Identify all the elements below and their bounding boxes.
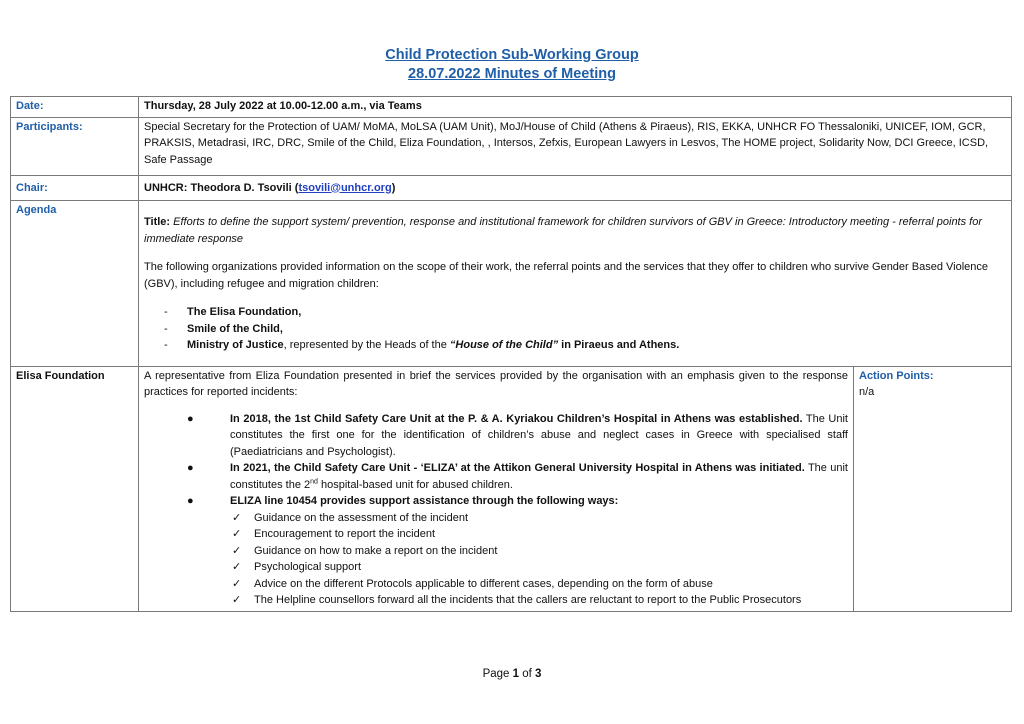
bullet-icon: ●	[187, 495, 194, 507]
agenda-content	[139, 201, 1012, 367]
bullet-icon: ●	[187, 412, 194, 425]
elisa-row	[11, 366, 1012, 611]
check-item: ✓ Psychological support	[230, 559, 848, 576]
check-icon: ✓	[232, 594, 242, 606]
check-icon: ✓	[232, 561, 242, 573]
date-value: Thursday, 28 July 2022 at 10.00-12.00 a.m., via Teams	[139, 97, 1012, 118]
agenda-intro: The following organizations provided information on the scope of their work, the referral points and the services that they offer to children who survive Gender Based Violence (GBV), including refugee and migration children:	[144, 261, 989, 290]
elisa-bullet-item: ● In 2018, the 1st Child Safety Care Unit at the P. & A. Kyriakou Children’s Hospital in Athens was established. The Unit constitutes the first one for the identification of children’s abuse and neglect cases in Greece with specialised staff (Paediatricians and Psychologist).	[187, 412, 848, 458]
agenda-label: Agenda	[11, 201, 139, 367]
action-points-label: Action Points:	[859, 369, 934, 382]
elisa-bullet-item: ● In 2021, the Child Safety Care Unit - ‘ELIZA’ at the Attikon General University Hospital in Athens was initiated. The unit constitutes the 2nd hospital-based unit for abused children.	[187, 462, 848, 491]
page-footer	[0, 668, 1024, 680]
elisa-content	[139, 366, 854, 611]
check-icon: ✓	[232, 511, 242, 524]
check-item: ✓ Advice on the different Protocols applicable to different cases, depending on the form of abuse	[230, 576, 848, 593]
elisa-label: Elisa Foundation	[11, 366, 139, 611]
elisa-intro: A representative from Eliza Foundation presented in brief the services provided by the organisation with an emphasis given to the response practices for reported incidents:	[144, 369, 848, 398]
check-item: ✓ Guidance on the assessment of the incident	[230, 510, 848, 527]
check-icon: ✓	[232, 544, 242, 557]
agenda-org-item: - The Elisa Foundation,	[144, 304, 1006, 321]
document-title	[0, 46, 1024, 84]
chair-paren-open: (	[291, 181, 299, 194]
page-prefix: Page	[482, 668, 513, 680]
elisa-check-list	[230, 510, 848, 609]
page-current: 1	[512, 668, 520, 680]
check-item: ✓ Guidance on how to make a report on the incident	[230, 543, 848, 560]
check-icon: ✓	[232, 528, 242, 540]
check-item: ✓ The Helpline counsellors forward all the incidents that the callers are reluctant to report to the Public Prosecutors	[230, 592, 848, 609]
check-item: ✓ Encouragement to report the incident	[230, 526, 848, 543]
participants-label: Participants:	[11, 117, 139, 175]
page-total: 3	[535, 668, 542, 680]
action-points-value: n/a	[859, 386, 875, 398]
agenda-org-item: - Smile of the Child,	[144, 321, 1006, 338]
minutes-table	[10, 96, 1012, 612]
check-icon: ✓	[232, 577, 242, 590]
bullet-icon: ●	[187, 462, 194, 474]
agenda-title-label: Title:	[144, 216, 171, 228]
title-line-2: 28.07.2022 Minutes of Meeting	[408, 66, 616, 82]
title-line-1: Child Protection Sub-Working Group	[385, 47, 639, 63]
agenda-row	[11, 201, 1012, 367]
agenda-title	[144, 214, 1006, 247]
chair-label: Chair:	[11, 175, 139, 201]
elisa-bullet-item: ● ELIZA line 10454 provides support assistance through the following ways: ✓ Guidance on the assessment of the incident ✓ Encouragement to report the incident ✓ Guidance on how to make a report on the incident ✓ Psychological support ✓ Advice on the different Protocols applicable to different cases, depending on the form of abuse ✓ The Helpline counsellors forward all the incidents that the callers are reluctant to report to the Public Prosecutors	[144, 493, 848, 609]
agenda-org-item: - Ministry of Justice, represented by the Heads of the “House of the Child” in Piraeus and Athens.	[144, 337, 1006, 354]
chair-name: UNHCR: Theodora D. Tsovili	[144, 181, 292, 194]
agenda-title-text: Efforts to define the support system/ prevention, response and institutional framework for children survivors of GBV in Greece: Introductory meeting - referral points for immediate response	[144, 216, 983, 245]
elisa-bullet-list	[144, 411, 848, 609]
chair-paren-close: )	[391, 181, 396, 194]
action-points-cell	[854, 366, 1012, 611]
participants-value: Special Secretary for the Protection of UAM/ MoMA, MoLSA (UAM Unit), MoJ/House of Child (Athens & Piraeus), RIS, EKKA, UNHCR FO Thessaloniki, UNICEF, IOM, GCR, PRAKSIS, Metadrasi, IRC, DRC, Smile of the Child, Eliza Foundation, , Intersos, Zefxis, European Lawyers in Lesvos, The HOME project, Solidarity Now, DCI Greece, ICSD, Safe Passage	[139, 117, 1012, 175]
chair-value	[139, 175, 1012, 201]
date-row	[11, 97, 1012, 118]
chair-email-link[interactable]: tsovili@unhcr.org	[298, 181, 392, 194]
chair-row	[11, 175, 1012, 201]
participants-row	[11, 117, 1012, 175]
date-label: Date:	[11, 97, 139, 118]
page-middle: of	[519, 668, 536, 680]
agenda-org-list	[144, 304, 1006, 354]
